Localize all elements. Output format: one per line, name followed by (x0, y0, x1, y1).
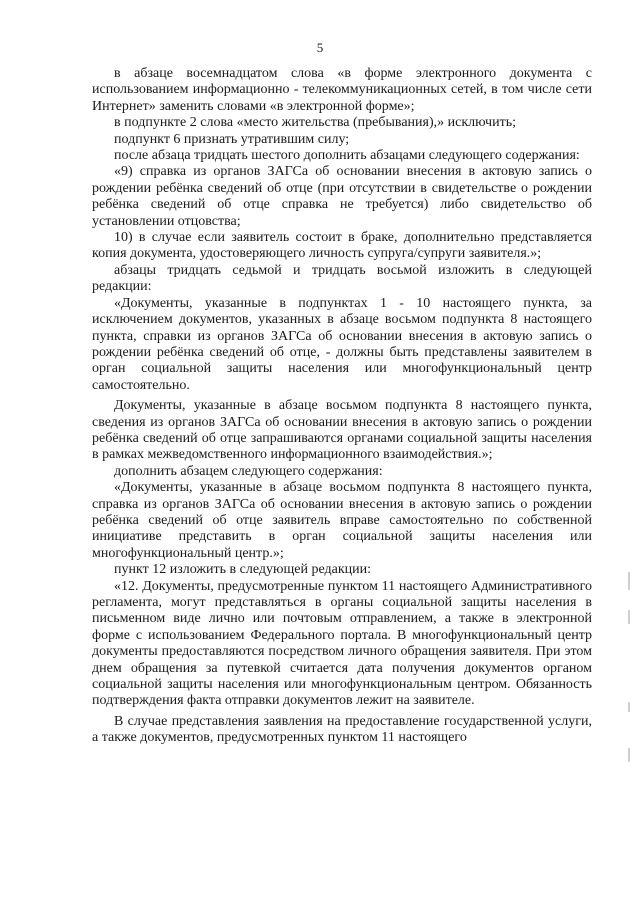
paragraph-7: абзацы тридцать седьмой и тридцать восьмой изложить в следующей редакции: (92, 262, 592, 295)
paragraph-8: «Документы, указанные в подпунктах 1 - 10 настоящего пункта, за исключением документов, указанных в абзаце восьмом подпункта 8 настоящего пункта, справки из органов ЗАГСа об основании внесения в актовую запись о рождении ребёнка сведений об отце, - должны быть представлены заявителем в орган социальной защиты населения или многофункциональный центр самостоятельно. (92, 295, 592, 393)
paragraph-6: 10) в случае если заявитель состоит в браке, дополнительно представляется копия документа, удостоверяющего личность супруга/супруги заявителя.»; (92, 230, 592, 262)
paragraph-2: в подпункте 2 слова «место жительства (пребывания),» исключить; (114, 115, 516, 131)
scan-margin-mark (628, 610, 630, 624)
paragraph-11: «Документы, указанные в абзаце восьмом подпункта 8 настоящего пункта, справка из органов ЗАГСа об основании внесения в актовую запись о рождении ребёнка сведений об отце заявитель вправе самостоятельно по собственной инициативе представить в орган социальной защиты населения или многофункциональный центр.»; (92, 480, 592, 561)
paragraph-1: в абзаце восемнадцатом слова «в форме электронного документа с использованием информационно - телекоммуникационных сетей, в том числе сети Интернет» заменить словами «в электронной форме»; (92, 66, 592, 114)
paragraph-4: после абзаца тридцать шестого дополнить абзацами следующего содержания: (114, 148, 580, 164)
scan-margin-mark (628, 748, 630, 762)
paragraph-3: подпункт 6 признать утратившим силу; (114, 131, 350, 147)
paragraph-14: В случае представления заявления на предоставление государственной услуги, а также документов, предусмотренных пунктом 11 настоящего (92, 713, 592, 746)
paragraph-13: «12. Документы, предусмотренные пунктом 11 настоящего Административного регламента, могут представляться в органы социальной защиты населения в письменном виде лично или почтовым отправлением, а также в электронной форме с использованием Федерального портала. В многофункциональный центр документы предоставляются посредством личного обращения заявителя. При этом днем обращения за путевкой считается дата получения документов органом социальной защиты населения или многофункциональным центром. Обязанность подтверждения факта отправки документов лежит на заявителе. (92, 578, 592, 709)
document-body (92, 66, 592, 747)
scan-margin-mark (628, 702, 630, 712)
paragraph-12: пункт 12 изложить в следующей редакции: (114, 562, 371, 578)
paragraph-5: «9) справка из органов ЗАГСа об основании внесения в актовую запись о рождении ребёнка сведений об отце (при отсутствии в свидетельстве о рождении ребёнка сведений об отце справка не требуется) либо свидетельство об установлении отцовства; (92, 164, 592, 229)
paragraph-9: Документы, указанные в абзаце восьмом подпункта 8 настоящего пункта, сведения из органов ЗАГСа об основании внесения в актовую запись о рождении ребёнка сведений об отце запрашиваются органами социальной защиты населения в рамках межведомственного информационного взаимодействия.»; (92, 398, 592, 463)
scan-margin-mark (628, 572, 630, 590)
page-number: 5 (316, 40, 324, 55)
paragraph-10: дополнить абзацем следующего содержания: (114, 463, 383, 479)
